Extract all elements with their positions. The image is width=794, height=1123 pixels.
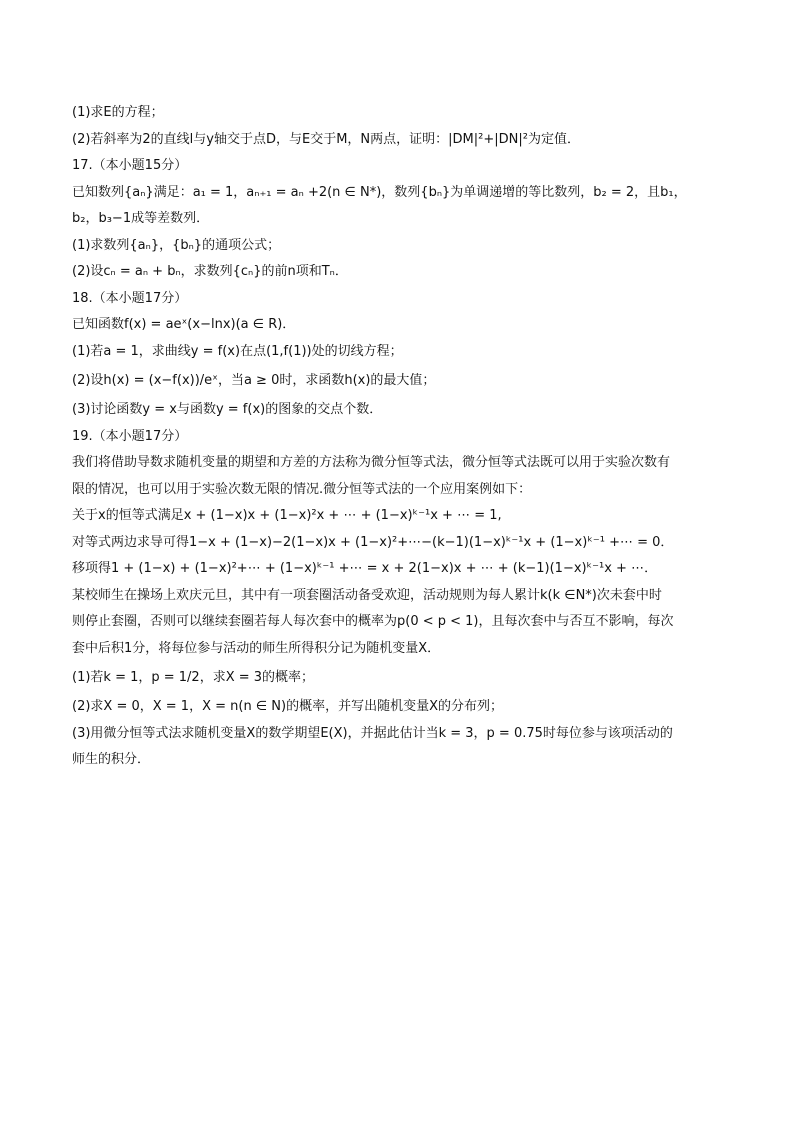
q17-stem-line2: b₂，b₃−1成等差数列．	[72, 211, 210, 226]
q17-part2: (2)设cₙ = aₙ + bₙ，求数列{cₙ}的前n项和Tₙ．	[72, 264, 348, 279]
q19-derivative: 对等式两边求导可得1−x + (1−x)−2(1−x)x + (1−x)²+⋯−(k−1)(1−x)ᵏ⁻¹x + (1−x)ᵏ⁻¹ +⋯ = 0．	[72, 534, 674, 550]
q18-part2: (2)设h(x) = (x−f(x))/eˣ，当a ≥ 0时，求函数h(x)的最大值；	[72, 373, 436, 388]
q19-part3-line2: 师生的积分．	[72, 752, 151, 767]
q19-scenario-line3: 套中后积1分，将每位参与活动的师生所得积分记为随机变量X．	[72, 640, 441, 656]
q17-part1: (1)求数列{aₙ}，{bₙ}的通项公式；	[72, 237, 281, 253]
q19-rearranged: 移项得1 + (1−x) + (1−x)²+⋯ + (1−x)ᵏ⁻¹ +⋯ = x + 2(1−x)x + ⋯ + (k−1)(1−x)ᵏ⁻¹x + ⋯．	[72, 561, 658, 576]
q19-intro-line2: 限的情况，也可以用于实验次数无限的情况.微分恒等式法的一个应用案例如下：	[72, 481, 532, 497]
q19-scenario-line2: 则停止套圈，否则可以继续套圈若每人每次套中的概率为p(0 < p < 1)，且每次套中与否互不影响，每次	[72, 614, 674, 629]
q18-part3: (3)讨论函数y = x与函数y = f(x)的图象的交点个数．	[72, 402, 383, 417]
q19-heading: 19.（本小题17分）	[72, 428, 188, 444]
q19-part1: (1)若k = 1，p = 1/2，求X = 3的概率；	[72, 670, 315, 685]
q17-stem-line1: 已知数列{aₙ}满足：a₁ = 1，aₙ₊₁ = aₙ +2(n ∈ N*)，数列{bₙ}为单调递增的等比数列，b₂ = 2，且b₁，	[72, 184, 687, 200]
q16-part1: (1)求E的方程；	[72, 105, 164, 120]
q16-part2: (2)若斜率为2的直线l与y轴交于点D，与E交于M，N两点，证明：|DM|²+|DN|²为定值．	[72, 131, 580, 147]
q19-part3-line1: (3)用微分恒等式法求随机变量X的数学期望E(X)，并据此估计当k = 3，p = 0.75时每位参与该项活动的	[72, 725, 673, 741]
q17-heading: 17.（本小题15分）	[72, 158, 188, 173]
q18-part1: (1)若a = 1，求曲线y = f(x)在点(1,f(1))处的切线方程；	[72, 343, 403, 359]
q19-part2: (2)求X = 0，X = 1，X = n(n ∈ N)的概率，并写出随机变量X的分布列；	[72, 699, 503, 714]
q19-intro-line1: 我们将借助导数求随机变量的期望和方差的方法称为微分恒等式法，微分恒等式法既可以用于实验次数有	[72, 455, 671, 470]
q19-identity: 关于x的恒等式满足x + (1−x)x + (1−x)²x + ⋯ + (1−x)ᵏ⁻¹x + ⋯ = 1,	[72, 508, 502, 523]
q19-scenario-line1: 某校师生在操场上欢庆元旦，其中有一项套圈活动备受欢迎，活动规则为每人累计k(k ∈N*)次未套中时	[72, 587, 662, 603]
q18-heading: 18.（本小题17分）	[72, 290, 188, 306]
q18-stem: 已知函数f(x) = aeˣ(x−lnx)(a ∈ R)．	[72, 317, 296, 332]
